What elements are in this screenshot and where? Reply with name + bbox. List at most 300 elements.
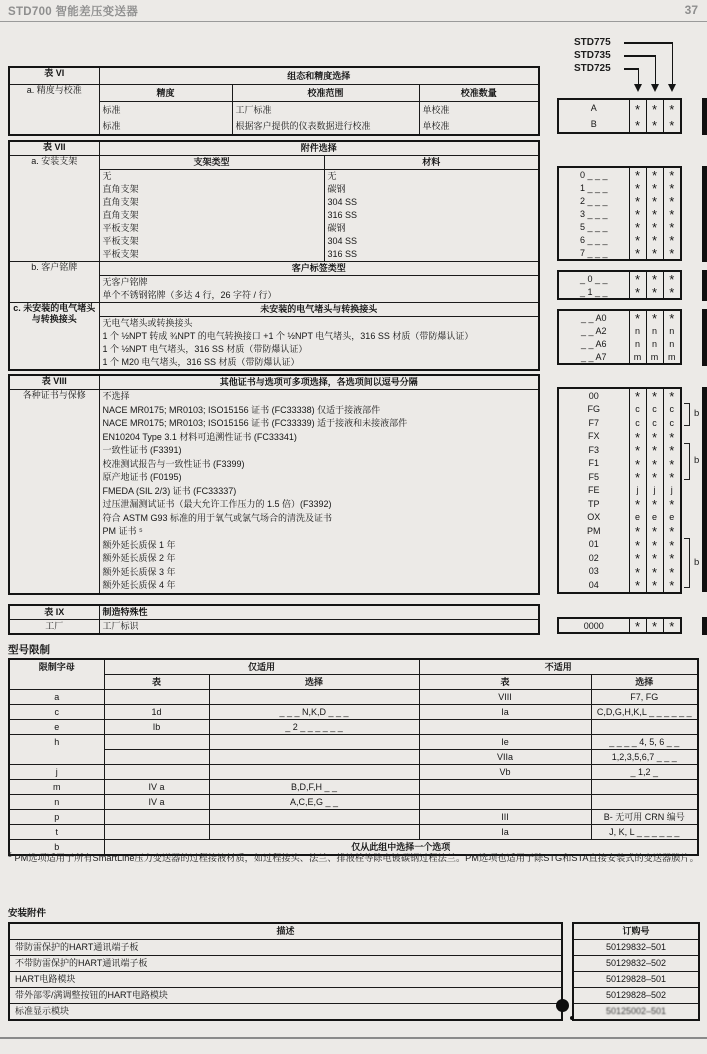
group-bracket-label: b (694, 408, 700, 419)
code-table (559, 389, 680, 592)
availability-mark (629, 220, 646, 233)
table-row (9, 262, 539, 276)
restriction-letter: n (9, 795, 104, 810)
asterisk-mark: * (669, 389, 675, 405)
restriction-cell: C,D,G,H,K,L _ _ _ _ _ _ (591, 705, 698, 720)
code-row (559, 538, 680, 552)
asterisk-mark: * (634, 101, 641, 117)
code-row (559, 207, 680, 220)
availability-mark (629, 116, 646, 132)
availability-mark (646, 272, 663, 285)
option-code: 3 _ _ _ (559, 207, 629, 220)
availability-mark (629, 181, 646, 194)
option-text: PM 证书 ⁵ (102, 526, 143, 536)
availability-mark (663, 619, 680, 632)
table-title: 其他证书与选项可多项选择，各选项间以逗号分隔 (99, 375, 539, 390)
option-code: 1 _ _ _ (559, 181, 629, 194)
option-code: _ _ A0 (559, 311, 629, 324)
asterisk-mark: * (634, 497, 641, 513)
restriction-cell: IV a (104, 795, 209, 810)
option-code: 01 (559, 538, 629, 552)
footnote-text: PM选项适用于所有SmartLine压力变送器的过程接液材质，如过程接头、法兰、排液栓等除电镀碳钢过程法兰。PM选项也适用于除STG和STA直接安装式的变送器膜片。 (14, 853, 699, 864)
availability-mark (646, 311, 663, 324)
restriction-cell (104, 810, 209, 825)
availability-mark (646, 551, 663, 565)
code-row (559, 389, 680, 403)
restriction-cell: Vb (419, 765, 591, 780)
availability-mark (663, 497, 680, 511)
code-row (559, 619, 680, 632)
asterisk-mark: * (651, 524, 658, 540)
table-row (9, 620, 539, 635)
group-bracket-label: b (694, 556, 700, 568)
asterisk-mark: * (651, 311, 658, 326)
section-label: c. 未安装的电气堵头与转换接头 (9, 303, 99, 371)
asterisk-mark: * (651, 537, 658, 553)
restriction-cell: Ie (419, 735, 591, 750)
code-row (559, 272, 680, 285)
availability-mark (646, 194, 663, 207)
asterisk-mark: * (651, 181, 658, 196)
arrow-line (672, 42, 674, 84)
option-code: TP (559, 497, 629, 511)
restriction-cell: IV a (104, 780, 209, 795)
option-text: 直角支架 (102, 184, 139, 194)
asterisk-mark: * (634, 443, 641, 459)
restriction-cell: _ 1,2 _ (591, 765, 698, 780)
asterisk-mark: * (651, 272, 658, 287)
option-text: FMEDA (SIL 2/3) 证书 (FC33337) (102, 485, 237, 496)
option-text: 碳钢 (327, 184, 346, 194)
arrow-head (634, 84, 642, 92)
column-header: 未安装的电气堵头与转换接头 (99, 303, 539, 317)
asterisk-mark: * (669, 168, 675, 183)
accessories-title: 安装附件 (8, 908, 47, 919)
restriction-letter: t (9, 825, 104, 840)
restriction-cell: B- 无可用 CRN 编号 (591, 810, 698, 825)
availability-mark (646, 497, 663, 511)
availability-mark (646, 233, 663, 246)
asterisk-mark: * (634, 311, 641, 326)
table-vii-accessories (8, 140, 540, 371)
option-text: 额外延长质保 2 年 (102, 553, 176, 563)
restriction-letter: j (9, 765, 104, 780)
column-header: 表 (419, 675, 591, 690)
model-restrictions-table (8, 658, 699, 856)
option-code: 00 (559, 389, 629, 403)
availability-mark (629, 233, 646, 246)
asterisk-mark: * (669, 537, 675, 553)
option-code: _ _ A7 (559, 350, 629, 363)
option-text: 无 (102, 171, 112, 181)
availability-mark (663, 168, 680, 181)
table-title: 附件选择 (99, 141, 539, 156)
restriction-row (9, 825, 698, 840)
option-text: 标准 (102, 105, 121, 115)
availability-mark (646, 524, 663, 538)
restrictions-title: 型号限制 (8, 644, 50, 656)
asterisk-mark: * (634, 272, 641, 287)
code-row (559, 470, 680, 484)
availability-mark (646, 389, 663, 403)
restriction-cell (209, 825, 419, 840)
asterisk-mark: * (651, 429, 658, 445)
header-row (9, 675, 698, 690)
accessory-description: 带外部零/满调整按钮的HART电路模块 (9, 988, 562, 1004)
availability-mark: m (646, 350, 663, 363)
table-row (9, 67, 539, 85)
asterisk-mark: * (669, 207, 675, 222)
restriction-row (9, 705, 698, 720)
availability-mark: n (669, 325, 675, 336)
restriction-cell (104, 750, 209, 765)
asterisk-mark: * (651, 497, 658, 513)
availability-mark: c (669, 417, 674, 428)
option-text: 不选择 (102, 391, 130, 401)
code-row (559, 285, 680, 298)
arrow-line (638, 68, 640, 84)
table-viii-codes (557, 387, 682, 594)
restriction-cell: 1d (104, 705, 209, 720)
table-ix-manufacturing (8, 604, 540, 635)
option-text: 根据客户提供的仪表数据进行校准 (235, 121, 371, 131)
availability-mark (663, 285, 680, 298)
code-row (559, 551, 680, 565)
arrow-head (651, 84, 659, 92)
availability-mark (629, 207, 646, 220)
asterisk-mark: * (634, 564, 641, 580)
restriction-cell (419, 720, 591, 735)
availability-mark (663, 246, 680, 259)
code-row (559, 337, 680, 350)
option-text: 304 SS (327, 236, 358, 246)
code-row (559, 181, 680, 194)
restriction-cell: III (419, 810, 591, 825)
code-row (559, 194, 680, 207)
restriction-cell (209, 690, 419, 705)
column-header: 选择 (209, 675, 419, 690)
accessory-description: 带防雷保护的HART通讯端子板 (9, 940, 562, 956)
availability-mark: n (646, 337, 663, 350)
availability-mark (629, 524, 646, 538)
restriction-row (9, 765, 698, 780)
asterisk-mark: * (651, 207, 658, 222)
page-edge-artifact (702, 617, 707, 635)
restriction-row (9, 690, 698, 705)
section-label: 各种证书与保修 (9, 390, 99, 594)
options-cell (99, 317, 539, 371)
code-row (559, 430, 680, 444)
table-label: 表 VIII (9, 375, 99, 390)
code-table (559, 619, 680, 632)
group-bracket (684, 403, 690, 426)
restriction-cell (104, 690, 209, 705)
table-vii-c-codes (557, 309, 682, 365)
availability-mark (663, 311, 680, 324)
availability-mark (663, 233, 680, 246)
option-text: 标准 (102, 121, 121, 131)
availability-mark (629, 619, 646, 632)
availability-mark (663, 207, 680, 220)
option-code: F5 (559, 470, 629, 484)
restriction-row (9, 795, 698, 810)
asterisk-mark: * (651, 117, 658, 133)
scan-smudge (570, 1016, 574, 1020)
accessory-row (9, 972, 562, 988)
asterisk-mark: * (651, 246, 658, 261)
asterisk-mark: * (669, 619, 675, 634)
asterisk-mark: * (669, 233, 675, 248)
availability-mark (663, 457, 680, 471)
asterisk-mark: * (669, 285, 675, 300)
asterisk-mark: * (669, 497, 675, 513)
asterisk-mark: * (634, 389, 641, 405)
option-code: _ 0 _ _ (559, 272, 629, 285)
availability-mark (629, 100, 646, 116)
option-code: FX (559, 430, 629, 444)
code-row (559, 565, 680, 579)
option-code: A (559, 100, 629, 116)
asterisk-mark: * (634, 551, 641, 567)
option-text: 无电气堵头或转换接头 (102, 318, 193, 328)
order-number: 50129832–501 (573, 940, 699, 956)
asterisk-mark: * (634, 470, 641, 486)
accessory-row (9, 988, 562, 1004)
availability-mark (646, 565, 663, 579)
header-divider (0, 21, 707, 22)
header-row (573, 923, 699, 940)
asterisk-mark: * (669, 429, 675, 445)
restriction-cell (104, 825, 209, 840)
asterisk-mark: * (669, 578, 675, 594)
availability-mark (629, 497, 646, 511)
option-text: 1 个 ½NPT 转成 ¾NPT 的电气转换接口 +1 个 ½NPT 电气堵头，316 SS 材质（带防爆认证） (102, 331, 474, 341)
availability-mark (629, 430, 646, 444)
availability-mark (663, 100, 680, 116)
column-header: 精度 (99, 85, 232, 102)
option-text: 一致性证书 (F3391) (102, 445, 182, 455)
availability-mark (663, 470, 680, 484)
section-label: b. 客户铭牌 (9, 262, 99, 303)
asterisk-mark: * (634, 168, 641, 183)
restriction-letter: p (9, 810, 104, 825)
table-vii-a-codes (557, 166, 682, 261)
option-code: _ 1 _ _ (559, 285, 629, 298)
availability-mark: e (629, 511, 646, 525)
code-row (559, 578, 680, 592)
option-code: 0000 (559, 619, 629, 632)
availability-mark (663, 443, 680, 457)
restriction-span: 仅从此组中选择一个选项 (104, 840, 698, 856)
accessory-row (573, 940, 699, 956)
order-number: 50129832–502 (573, 956, 699, 972)
restriction-cell (591, 720, 698, 735)
availability-mark: m (629, 350, 646, 363)
option-code: _ _ A2 (559, 324, 629, 337)
asterisk-mark: * (634, 456, 641, 472)
availability-mark (663, 116, 680, 132)
availability-mark (646, 116, 663, 132)
page-edge-artifact (702, 270, 707, 301)
arrow-line (655, 55, 657, 84)
table-row (9, 390, 539, 594)
availability-mark (646, 207, 663, 220)
availability-mark (629, 551, 646, 565)
availability-mark (646, 457, 663, 471)
accessory-row (573, 956, 699, 972)
asterisk-mark: * (651, 564, 658, 580)
code-row (559, 524, 680, 538)
availability-mark: n (646, 324, 663, 337)
table-vii-b-codes (557, 270, 682, 300)
asterisk-mark: * (634, 194, 641, 209)
page-number: 37 (684, 3, 698, 17)
options-cell (419, 102, 539, 136)
restriction-cell: B,D,F,H _ _ (209, 780, 419, 795)
asterisk-mark: * (651, 168, 658, 183)
availability-mark (629, 168, 646, 181)
asterisk-mark: * (669, 443, 675, 459)
table-vi-codes (557, 98, 682, 134)
asterisk-mark: * (634, 220, 641, 235)
footnote-5 (8, 849, 702, 865)
availability-mark (629, 457, 646, 471)
option-text: 过压泄漏测试证书（最大允许工作压力的 1.5 倍）(F3392) (102, 499, 332, 509)
footnote-marker: 5 (8, 852, 12, 859)
availability-mark (663, 524, 680, 538)
column-header: 描述 (9, 923, 562, 940)
accessories-order-table (572, 922, 700, 1021)
asterisk-mark: * (651, 578, 658, 594)
availability-mark: m (668, 351, 676, 362)
code-table (559, 311, 680, 363)
availability-mark: c (669, 404, 674, 415)
asterisk-mark: * (634, 578, 641, 594)
asterisk-mark: * (634, 537, 641, 553)
availability-mark (646, 443, 663, 457)
availability-mark (663, 220, 680, 233)
option-text: 工厂标识 (99, 620, 539, 635)
restriction-cell (209, 735, 419, 750)
asterisk-mark: * (634, 429, 641, 445)
restriction-cell: F7, FG (591, 690, 698, 705)
restriction-cell: _ _ _ N,K,D _ _ _ (209, 705, 419, 720)
asterisk-mark: * (651, 443, 658, 459)
availability-mark (646, 100, 663, 116)
order-number: 50125002–501 (573, 1004, 699, 1021)
model-name-label: STD735 (574, 50, 611, 61)
option-code: FE (559, 484, 629, 498)
asterisk-mark: * (669, 220, 675, 235)
option-text: 无 (327, 171, 337, 181)
option-text: 额外延长质保 3 年 (102, 566, 176, 577)
option-text: 额外延长质保 4 年 (102, 580, 176, 590)
option-text: 316 SS (327, 249, 358, 259)
model-name-label: STD725 (574, 63, 611, 74)
option-text: NACE MR0175; MR0103; ISO15156 证书 (FC33338) 仅适于接液部件 (102, 404, 381, 415)
table-title: 制造特殊性 (99, 605, 539, 620)
page-edge-artifact (702, 309, 707, 366)
table-ix-codes (557, 617, 682, 634)
page-edge-artifact (702, 387, 707, 592)
availability-mark: n (669, 338, 675, 349)
availability-mark (629, 272, 646, 285)
code-row (559, 233, 680, 246)
availability-mark: c (646, 403, 663, 417)
option-text: 原产地证书 (F0195) (102, 472, 182, 482)
table-row (9, 141, 539, 156)
asterisk-mark: * (634, 619, 641, 634)
page-edge-artifact (702, 98, 707, 135)
code-row (559, 100, 680, 116)
option-code: PM (559, 524, 629, 538)
table-label: 表 VII (9, 141, 99, 156)
accessory-row (573, 972, 699, 988)
restriction-cell: _ 2 _ _ _ _ _ _ (209, 720, 419, 735)
option-text: 316 SS (327, 210, 358, 220)
options-cell (324, 170, 539, 262)
restriction-cell (591, 795, 698, 810)
accessory-row (573, 988, 699, 1004)
restriction-letter: e (9, 720, 104, 735)
restriction-cell: J, K, L _ _ _ _ _ _ (591, 825, 698, 840)
page-title: STD700 智能差压变送器 (8, 6, 139, 18)
code-row (559, 246, 680, 259)
availability-mark: c (629, 403, 646, 417)
option-text: EN10204 Type 3.1 材料可追溯性证书 (FC33341) (102, 431, 297, 442)
group-bracket (684, 443, 690, 480)
code-table (559, 100, 680, 132)
availability-mark (629, 285, 646, 298)
availability-mark (663, 565, 680, 579)
option-text: 校准测试报告与一致性证书 (F3399) (102, 458, 245, 469)
option-code: FG (559, 403, 629, 417)
option-text: 平板支架 (102, 249, 139, 259)
restriction-cell (209, 765, 419, 780)
option-code: F1 (559, 457, 629, 471)
option-code: OX (559, 511, 629, 525)
option-code: 7 _ _ _ (559, 246, 629, 259)
option-code: B (559, 116, 629, 132)
option-text: 单个不锈钢铭牌（多达 4 行，26 字符 / 行） (102, 290, 277, 300)
availability-mark (646, 538, 663, 552)
asterisk-mark: * (651, 551, 658, 567)
restriction-cell (104, 765, 209, 780)
option-text: 1 个 M20 电气堵头，316 SS 材质（带防爆认证） (102, 357, 300, 367)
asterisk-mark: * (669, 194, 675, 209)
asterisk-mark: * (669, 101, 675, 117)
restriction-row (9, 735, 698, 750)
asterisk-mark: * (669, 551, 675, 567)
arrow-line (624, 55, 656, 57)
page-edge-artifact (702, 166, 707, 262)
column-header: 校准数量 (419, 85, 539, 102)
option-text: 1 个 ½NPT 电气堵头，316 SS 材质（带防爆认证） (102, 344, 308, 354)
asterisk-mark: * (651, 619, 658, 634)
accessory-row (9, 1004, 562, 1021)
availability-mark: c (629, 416, 646, 430)
availability-mark: e (646, 511, 663, 525)
option-text: 符合 ASTM G93 标准的用于氧气或氯气场合的清洗及证书 (102, 512, 333, 523)
model-name-label: STD775 (574, 37, 611, 48)
accessory-row (9, 956, 562, 972)
asterisk-mark: * (669, 470, 675, 486)
availability-mark (663, 389, 680, 403)
restriction-cell (591, 780, 698, 795)
column-header: 表 (104, 675, 209, 690)
code-row (559, 457, 680, 471)
restriction-cell: Ia (419, 825, 591, 840)
